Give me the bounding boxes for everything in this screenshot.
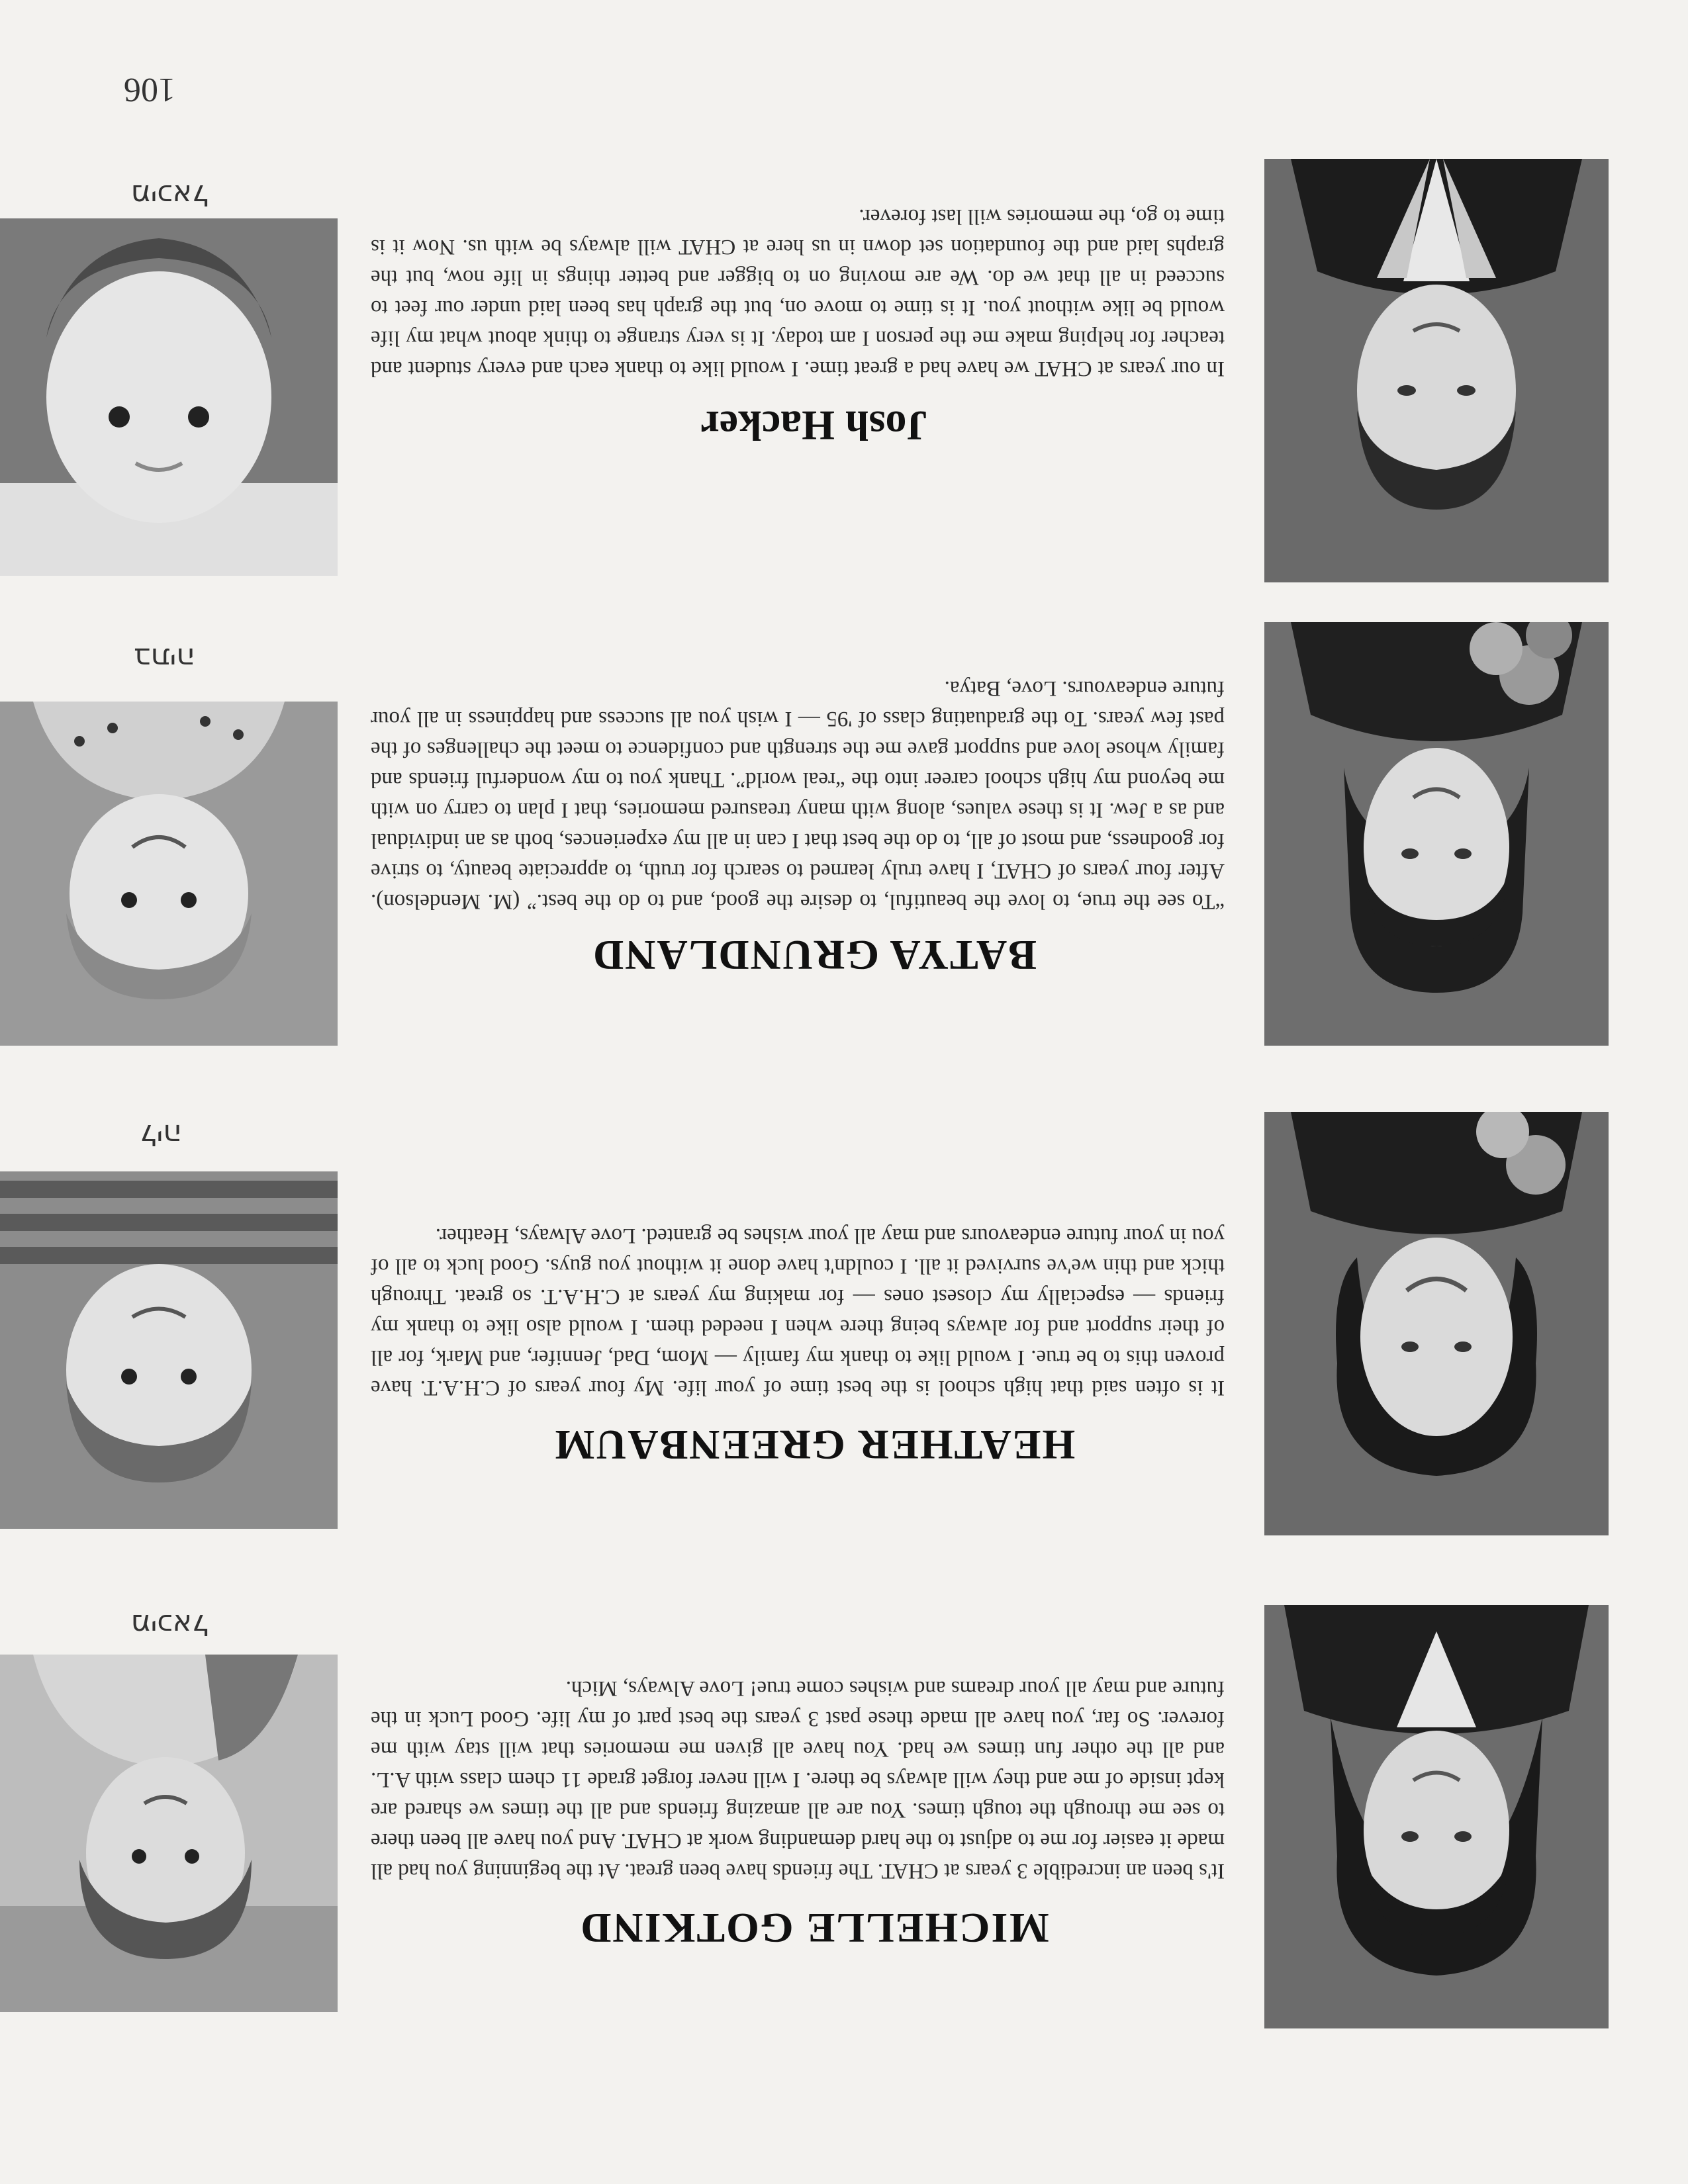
graduation-portrait bbox=[1264, 159, 1609, 582]
hebrew-name: מיכאל bbox=[130, 178, 209, 212]
student-entry-heather-greenbaum bbox=[0, 1112, 1688, 1549]
student-name: MICHELLE GOTKIND bbox=[579, 1905, 1049, 1952]
student-bio: It is often said that high school is the best time of your life. My four years of C.H.A.T. have proven this to be true. I would like to thank my family — Mom, Dad, Jennifer, and Mark, for all of their support and for always being there when I needed them. I would also like to thank my friends — especially my closest ones — for making my years at C.H.A.T. so great. Through thick and thin we've survived it all. I couldn't have done it without you guys. Good luck to all of you in your future endeavours and may all your wishes be granted. Love Always, Heather. bbox=[371, 1224, 1225, 1400]
student-name: Josh Hacker bbox=[700, 402, 928, 449]
childhood-photo bbox=[0, 1171, 338, 1529]
page-number: 106 bbox=[124, 71, 175, 109]
childhood-photo bbox=[0, 1655, 338, 2012]
student-name: BATYA GRUNDLAND bbox=[592, 932, 1037, 979]
hebrew-name: ליה bbox=[140, 1118, 182, 1152]
student-bio: In our years at CHAT we have had a great time. I would like to thank each and every student and teacher for helping make me the person I am today. It is very strange to think about what my life would be like without you. It is time to move on, but the graph has been laid under our feet to succeed in all that we do. We are moving on to bigger and better things in life now, but the graphs laid and the foundation set down in us here at CHAT will always be with us. Now it is time to go, the memories will last forever. bbox=[371, 205, 1225, 381]
student-entry-batya-grundland bbox=[0, 622, 1688, 1085]
hebrew-name: בתיה bbox=[134, 641, 195, 675]
graduation-portrait bbox=[1264, 622, 1609, 1046]
student-bio: “To see the true, to love the beautiful, to desire the good, and to do the best.” (M. Mendelson). After four years of CHAT, I have truly learned to search for truth, to appreciate beauty, to strive for goodness, and most of all, to do the best that I can in all my experiences, both as an individual and as a Jew. It is these values, along with many treasured memories, that I plan to carry on with me beyond my high school career into the “real world”. Thank you to my wonderful friends and family whose love and support gave me the strength and confidence to meet the challenges of the past few years. To the graduating class of '95 — I wish you all success and happiness in all your future endeavours. Love, Batya. bbox=[371, 676, 1225, 913]
childhood-photo bbox=[0, 218, 338, 576]
student-name: HEATHER GREENBAUM bbox=[553, 1422, 1076, 1469]
childhood-photo bbox=[0, 702, 338, 1046]
hebrew-name: מיכאל bbox=[130, 1608, 209, 1641]
student-bio: It's been an incredible 3 years at CHAT. The friends have been great. At the beginning you had all made it easier for me to adjust to the hard demanding work at CHAT. And you have all been there to see me through the tough times. You are all amazing friends and all the times we shared are kept inside of me and they will always be there. I will never forget grade 11 chem class with A.L. and all the other fun times we had. You have all given me memories that will stay with me forever. So far, you have all made these past 3 years the best part of my life. Good Luck in the future and may all your dreams and wishes come true! Love Always, Mich. bbox=[371, 1676, 1225, 1883]
student-entry-michelle-gotkind bbox=[0, 1602, 1688, 2038]
graduation-portrait bbox=[1264, 1605, 1609, 2028]
graduation-portrait bbox=[1264, 1112, 1609, 1535]
student-entry-josh-hacker bbox=[0, 159, 1688, 582]
